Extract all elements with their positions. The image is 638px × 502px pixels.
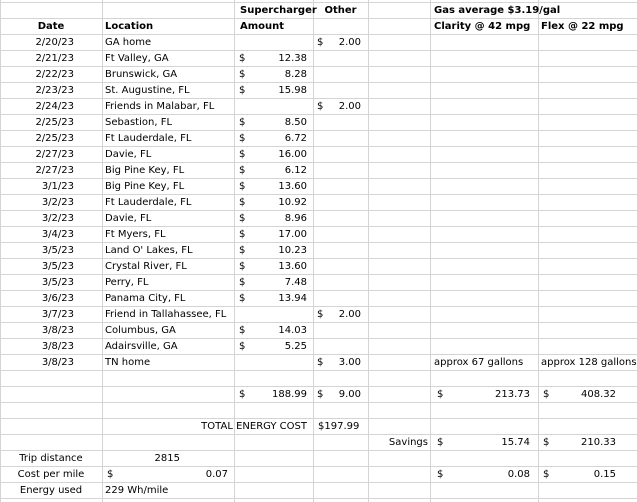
supercharger-amount: 10.92	[278, 197, 307, 208]
supercharger-amount: 8.96	[284, 213, 307, 224]
currency-symbol: $	[239, 53, 246, 64]
supercharger-amount: 13.94	[278, 293, 307, 304]
currency-symbol: $	[543, 469, 550, 480]
currency-symbol: $	[239, 341, 246, 352]
date-cell: 3/8/23	[41, 357, 74, 368]
currency-symbol: $	[239, 245, 246, 256]
date-cell: 2/27/23	[35, 165, 74, 176]
location-cell: Adairsville, GA	[105, 341, 178, 352]
other-amount: 2.00	[338, 309, 361, 320]
supercharger-amount: 7.48	[284, 277, 307, 288]
currency-symbol: $	[239, 229, 246, 240]
currency-symbol: $	[437, 437, 444, 448]
date-cell: 3/7/23	[41, 309, 74, 320]
supercharger-amount: 16.00	[278, 149, 307, 160]
grid-column-line	[538, 0, 539, 502]
currency-symbol: $	[239, 181, 246, 192]
total-energy-cost-label: TOTAL ENERGY COST	[201, 421, 307, 432]
currency-symbol: $	[543, 389, 550, 400]
currency-symbol: $	[543, 437, 550, 448]
other-amount: 2.00	[338, 37, 361, 48]
date-cell: 3/5/23	[41, 245, 74, 256]
clarity-gallons: approx 67 gallons	[434, 357, 524, 368]
supercharger-amount: 8.28	[284, 69, 307, 80]
other-amount: 2.00	[338, 101, 361, 112]
location-header: Location	[105, 21, 154, 32]
grid-row-line	[0, 338, 638, 339]
grid-column-line	[368, 0, 369, 502]
currency-symbol: $	[239, 133, 246, 144]
location-cell: Crystal River, FL	[105, 261, 187, 272]
currency-symbol: $	[239, 389, 246, 400]
grid-row-line	[0, 210, 638, 211]
cost-per-mile-value: 0.07	[205, 469, 228, 480]
currency-symbol: $	[317, 357, 324, 368]
supercharger-amount: 12.38	[278, 53, 307, 64]
clarity-gas-total: 213.73	[495, 389, 530, 400]
flex-cost-per-mile: 0.15	[593, 469, 616, 480]
currency-symbol: $	[239, 85, 246, 96]
currency-symbol: $	[317, 101, 324, 112]
date-cell: 3/1/23	[41, 181, 74, 192]
supercharger-amount: 8.50	[284, 117, 307, 128]
date-cell: 2/25/23	[35, 117, 74, 128]
date-cell: 3/6/23	[41, 293, 74, 304]
currency-symbol: $	[317, 389, 324, 400]
date-cell: 2/27/23	[35, 149, 74, 160]
currency-symbol: $	[239, 325, 246, 336]
date-cell: 2/21/23	[35, 53, 74, 64]
energy-used-value: 229 Wh/mile	[105, 485, 169, 496]
date-header: Date	[37, 21, 65, 32]
date-cell: 2/25/23	[35, 133, 74, 144]
location-cell: Ft Lauderdale, FL	[105, 197, 192, 208]
location-cell: Land O' Lakes, FL	[105, 245, 193, 256]
grid-row-line	[0, 130, 638, 131]
other-header: Other	[324, 5, 357, 16]
clarity-cost-per-mile: 0.08	[507, 469, 530, 480]
savings-label: Savings	[388, 437, 428, 448]
location-cell: St. Augustine, FL	[105, 85, 190, 96]
grid-column-line	[102, 0, 103, 502]
location-cell: Big Pine Key, FL	[105, 181, 185, 192]
currency-symbol: $	[239, 149, 246, 160]
other-amount: 3.00	[338, 357, 361, 368]
supercharger-amount: 6.72	[284, 133, 307, 144]
trip-distance-value: 2815	[154, 453, 180, 464]
flex-gallons: approx 128 gallons	[541, 357, 637, 368]
date-cell: 3/4/23	[41, 229, 74, 240]
trip-distance-label: Trip distance	[19, 453, 83, 464]
date-cell: 3/2/23	[41, 213, 74, 224]
location-cell: Big Pine Key, FL	[105, 165, 185, 176]
grid-row-line	[0, 82, 638, 83]
grid-row-line	[0, 178, 638, 179]
grid-row-line	[0, 66, 638, 67]
location-cell: TN home	[105, 357, 151, 368]
date-cell: 3/8/23	[41, 325, 74, 336]
energy-used-label: Energy used	[19, 485, 83, 496]
grid-column-line	[430, 0, 431, 502]
location-cell: Davie, FL	[105, 149, 152, 160]
location-cell: Brunswick, GA	[105, 69, 178, 80]
other-total: 9.00	[338, 389, 361, 400]
location-cell: Friend in Tallahassee, FL	[105, 309, 227, 320]
date-cell: 2/24/23	[35, 101, 74, 112]
grid-row-line	[0, 274, 638, 275]
grid-row-line	[0, 242, 638, 243]
supercharger-total: 188.99	[272, 389, 307, 400]
currency-symbol: $	[437, 469, 444, 480]
location-cell: Sebastion, FL	[105, 117, 173, 128]
gas-average-header: Gas average $3.19/gal	[434, 5, 561, 16]
supercharger-amount: 6.12	[284, 165, 307, 176]
location-cell: Friends in Malabar, FL	[105, 101, 215, 112]
currency-symbol: $	[239, 261, 246, 272]
supercharger-amount: 13.60	[278, 181, 307, 192]
date-cell: 3/2/23	[41, 197, 74, 208]
grid-row-line	[0, 226, 638, 227]
currency-symbol: $	[239, 117, 246, 128]
amount-header: Amount	[240, 21, 285, 32]
date-cell: 3/8/23	[41, 341, 74, 352]
currency-symbol: $	[239, 197, 246, 208]
supercharger-amount: 10.23	[278, 245, 307, 256]
clarity-header: Clarity @ 42 mpg	[434, 21, 531, 32]
location-cell: Panama City, FL	[105, 293, 186, 304]
location-cell: Perry, FL	[105, 277, 149, 288]
date-cell: 2/20/23	[35, 37, 74, 48]
clarity-savings: 15.74	[501, 437, 530, 448]
date-cell: 3/5/23	[41, 261, 74, 272]
currency-symbol: $	[239, 69, 246, 80]
currency-symbol: $	[239, 213, 246, 224]
supercharger-header: Supercharger	[240, 5, 317, 16]
supercharger-amount: 17.00	[278, 229, 307, 240]
currency-symbol: $	[239, 293, 246, 304]
supercharger-amount: 15.98	[278, 85, 307, 96]
currency-symbol: $	[239, 277, 246, 288]
flex-header: Flex @ 22 mpg	[541, 21, 624, 32]
location-cell: GA home	[105, 37, 152, 48]
currency-symbol: $	[317, 309, 324, 320]
currency-symbol: $	[437, 389, 444, 400]
date-cell: 2/22/23	[35, 69, 74, 80]
flex-savings: 210.33	[581, 437, 616, 448]
location-cell: Ft Myers, FL	[105, 229, 166, 240]
date-cell: 2/23/23	[35, 85, 74, 96]
flex-gas-total: 408.32	[581, 389, 616, 400]
grid-column-line	[313, 0, 314, 502]
location-cell: Ft Valley, GA	[105, 53, 169, 64]
grid-row-line	[0, 146, 638, 147]
grid-row-line	[0, 258, 638, 259]
supercharger-amount: 14.03	[278, 325, 307, 336]
date-cell: 3/5/23	[41, 277, 74, 288]
supercharger-amount: 13.60	[278, 261, 307, 272]
grid-row-line	[0, 162, 638, 163]
currency-symbol: $	[239, 165, 246, 176]
grid-row-line	[0, 194, 638, 195]
total-energy-cost-value: $197.99	[318, 421, 360, 432]
cost-per-mile-label: Cost per mile	[17, 469, 85, 480]
grid-row-line	[0, 290, 638, 291]
location-cell: Ft Lauderdale, FL	[105, 133, 192, 144]
location-cell: Davie, FL	[105, 213, 152, 224]
location-cell: Columbus, GA	[105, 325, 176, 336]
currency-symbol: $	[107, 469, 114, 480]
currency-symbol: $	[317, 37, 324, 48]
supercharger-amount: 5.25	[284, 341, 307, 352]
